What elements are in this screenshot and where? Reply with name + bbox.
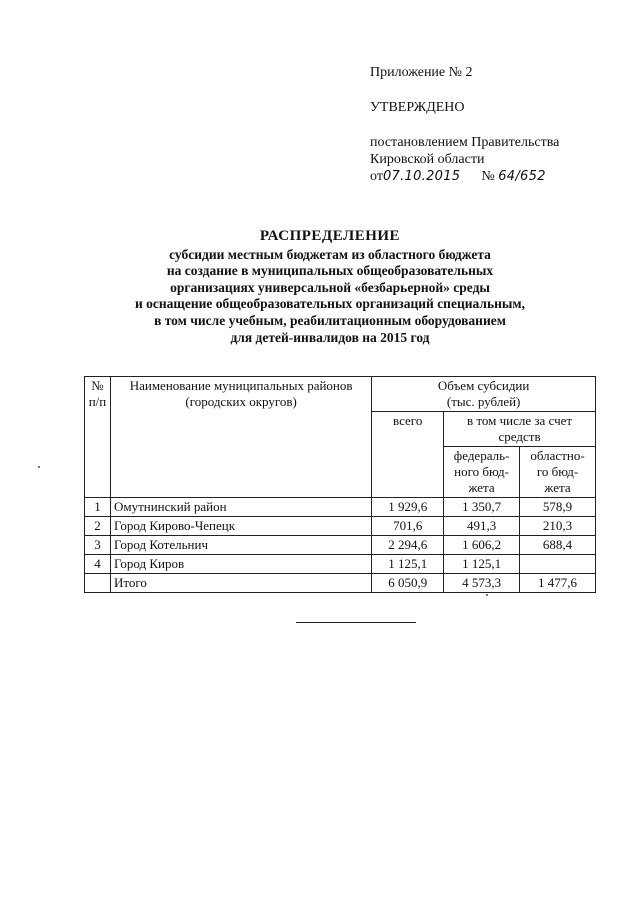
cell-federal: 4 573,3 (444, 574, 520, 593)
cell-name: Итого (110, 574, 371, 593)
cell-total: 2 294,6 (372, 536, 444, 555)
header-including-line: в том числе за счет (467, 413, 573, 428)
header-volume-line: (тыс. рублей) (446, 394, 521, 409)
approved-by-line1: постановлением Правительства (370, 135, 560, 150)
header-regional-line: областно- (530, 448, 585, 463)
cell-federal: 1 350,7 (444, 498, 520, 517)
cell-total: 1 929,6 (372, 498, 444, 517)
decree-date-number (370, 168, 620, 185)
cell-regional (520, 555, 596, 574)
cell-num: 1 (85, 498, 111, 517)
header-num-line: № (91, 378, 104, 393)
header-federal (444, 447, 520, 498)
title-line: субсидии местным бюджетам из областного бюджета (169, 246, 491, 262)
header-name-line: Наименование муниципальных районов (129, 378, 353, 393)
table-row (85, 536, 596, 555)
cell-total: 701,6 (372, 517, 444, 536)
cell-name: Город Кирово-Чепецк (110, 517, 371, 536)
cell-num: 4 (85, 555, 111, 574)
document-title (40, 228, 620, 346)
cell-regional: 688,4 (520, 536, 596, 555)
title-line: на создание в муниципальных общеобразовательных (166, 263, 494, 279)
cell-name: Омутнинский район (110, 498, 371, 517)
table-row (85, 517, 596, 536)
cell-regional: 1 477,6 (520, 574, 596, 593)
header-name (110, 377, 371, 498)
header-name-line: (городских округов) (185, 394, 297, 409)
header-federal-line: жета (468, 480, 495, 495)
subsidy-table (84, 376, 596, 593)
title-line: для детей-инвалидов на 2015 год (230, 329, 430, 345)
annex-label: Приложение № 2 (370, 65, 473, 80)
header-num-line: п/п (88, 394, 107, 409)
cell-num: 2 (85, 517, 111, 536)
date-prefix: от (370, 169, 383, 184)
cell-name: Город Киров (110, 555, 371, 574)
header-volume (372, 377, 596, 412)
number-prefix: № (481, 169, 495, 184)
cell-num (85, 574, 111, 593)
title-line: и оснащение общеобразовательных организаций специальным, (135, 296, 525, 312)
cell-num: 3 (85, 536, 111, 555)
header-volume-line: Объем субсидии (437, 378, 530, 393)
scan-speck (486, 594, 488, 596)
header-regional-line: го бюд- (536, 464, 579, 479)
date-value: 07.10.2015 (382, 169, 461, 184)
header-federal-line: федераль- (453, 448, 510, 463)
header-row (85, 377, 596, 412)
cell-federal: 1 606,2 (444, 536, 520, 555)
header-total: всего (372, 412, 444, 498)
cell-total: 6 050,9 (372, 574, 444, 593)
cell-federal: 491,3 (444, 517, 520, 536)
header-federal-line: ного бюд- (454, 464, 509, 479)
header-num (85, 377, 111, 498)
cell-total: 1 125,1 (372, 555, 444, 574)
title-line: в том числе учебным, реабилитационным оборудованием (154, 312, 506, 328)
approved-by-line2: Кировской области (370, 152, 485, 167)
approved-label: УТВЕРЖДЕНО (370, 100, 465, 115)
header-regional-line: жета (544, 480, 571, 495)
header-including (444, 412, 596, 447)
scan-speck (38, 466, 40, 468)
cell-regional: 210,3 (520, 517, 596, 536)
cell-name: Город Котельнич (110, 536, 371, 555)
approval-block (370, 64, 620, 185)
number-value: 64/652 (498, 169, 546, 184)
header-regional (520, 447, 596, 498)
table-row (85, 498, 596, 517)
end-divider (296, 622, 416, 623)
table-row (85, 555, 596, 574)
summary-row (85, 574, 596, 593)
title-heading: РАСПРЕДЕЛЕНИЕ (259, 228, 401, 244)
cell-federal: 1 125,1 (444, 555, 520, 574)
header-including-line: средств (498, 429, 541, 444)
cell-regional: 578,9 (520, 498, 596, 517)
title-line: организациях универсальной «безбарьерной» среды (170, 279, 490, 295)
